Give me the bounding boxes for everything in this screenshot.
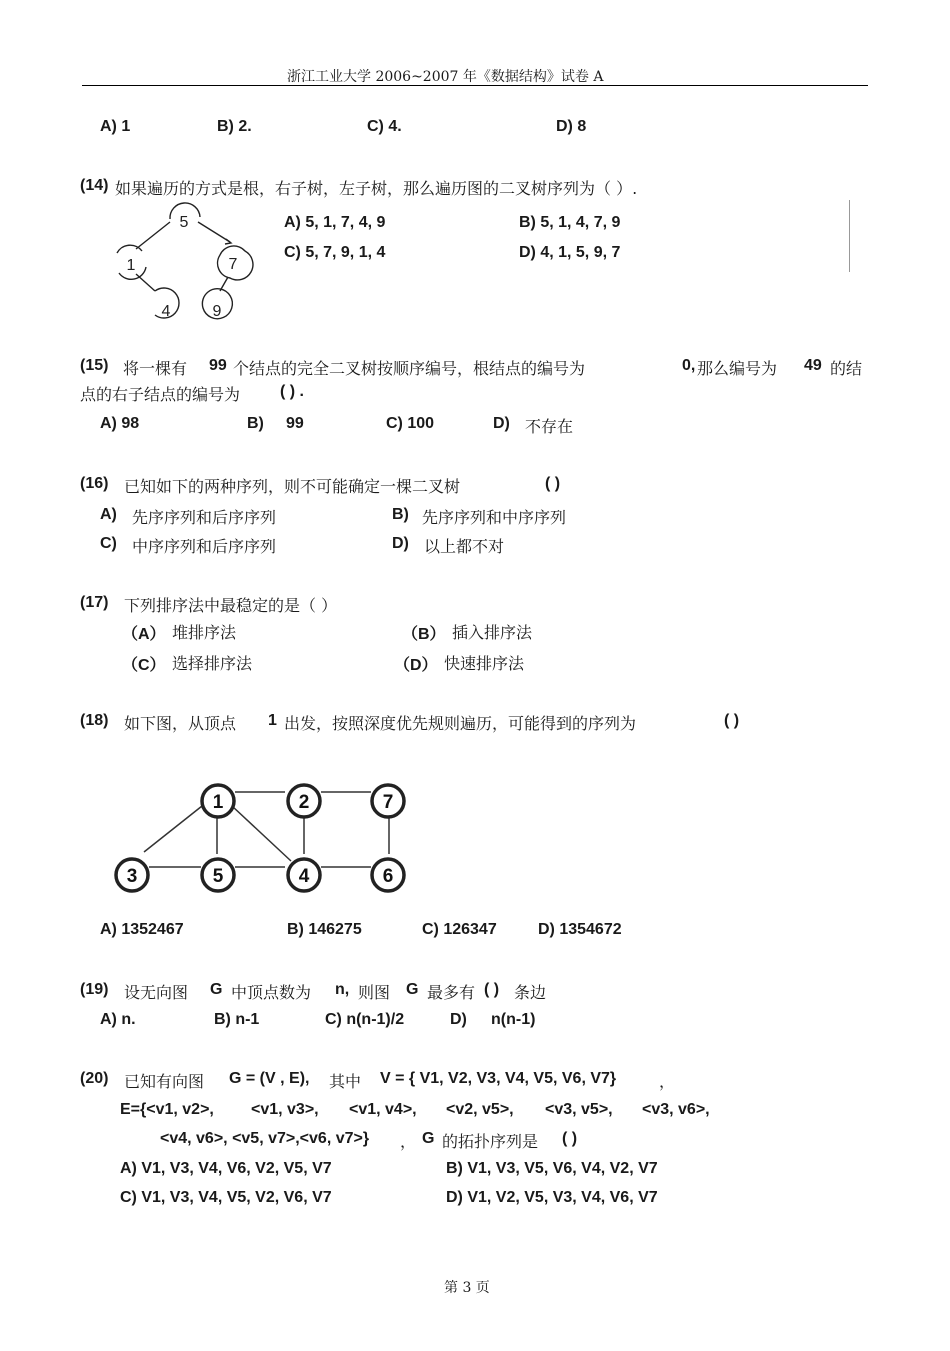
q18-text: 1 (268, 712, 277, 729)
q17-option-d-text: 快速排序法 (444, 654, 525, 673)
q19-option-d-value: n(n-1) (491, 1011, 536, 1028)
margin-line (849, 200, 850, 272)
graph-edge (232, 806, 291, 861)
q19-text: 则图 (358, 983, 391, 1002)
q19-text: G (210, 981, 223, 998)
q14-option-b: B) 5, 1, 4, 7, 9 (519, 214, 621, 231)
q17-option-c-text: 选择排序法 (172, 654, 253, 673)
q18-option-d: D) 1354672 (538, 921, 622, 938)
q18-option-a: A) 1352467 (100, 921, 184, 938)
graph-node-label: 4 (298, 866, 310, 887)
q19-text: 最多有 (427, 983, 476, 1002)
q15-option-d-value: 不存在 (525, 417, 574, 436)
q20-edge-set: <v3, v6>, (642, 1101, 710, 1118)
q20-text: G (422, 1130, 435, 1147)
q19-text: n, (335, 981, 350, 998)
graph-node-label: 7 (382, 792, 394, 813)
q20-text: 已知有向图 (124, 1072, 205, 1091)
page-number: 第 3 页 (444, 1280, 490, 1296)
q19-option-b: B) n-1 (214, 1011, 260, 1028)
q16-option-b-text: 先序序列和中序序列 (422, 508, 567, 527)
q20-option-a: A) V1, V3, V4, V6, V2, V5, V7 (120, 1160, 332, 1177)
q18-number: (18) (80, 712, 109, 729)
q20-text: ， (659, 1072, 676, 1091)
q19-answer-paren: ( ) (484, 981, 500, 998)
q14-number: (14) (80, 177, 109, 194)
tree-node-label: 5 (179, 214, 189, 231)
q15-answer-paren: ( ) . (280, 383, 304, 400)
q19-text: G (406, 981, 419, 998)
q13-option-d: D) 8 (556, 118, 587, 135)
q20-text: ， (400, 1132, 417, 1151)
q14-text: 如果遍历的方式是根，右子树，左子树，那么遍历图的二叉树序列为（ ）. (115, 179, 638, 198)
q20-option-d: D) V1, V2, V5, V3, V4, V6, V7 (446, 1189, 658, 1206)
q16-option-c: C) (100, 535, 117, 552)
tree-node-label: 4 (161, 303, 171, 320)
q20-edge-set: E={<v1, v2>, (120, 1101, 214, 1118)
q20-text: 的拓扑序列是 (442, 1132, 539, 1151)
q13-option-c: C) 4. (367, 118, 402, 135)
tree-node-label: 1 (126, 257, 136, 274)
q15-option-c: C) 100 (386, 415, 435, 432)
q17-option-b: （B） (402, 626, 446, 643)
q20-edge-set: <v2, v5>, (446, 1101, 514, 1118)
tree-edge (136, 274, 155, 291)
q16-option-d: D) (392, 535, 409, 552)
q15-text: 那么编号为 (697, 359, 778, 378)
q16-option-b: B) (392, 506, 409, 523)
tree-edge (198, 222, 230, 242)
tree-node-label: 7 (228, 256, 238, 273)
graph-node-label: 2 (298, 792, 310, 813)
graph-node-label: 5 (212, 866, 224, 887)
q16-option-d-text: 以上都不对 (424, 537, 505, 556)
q19-text: 条边 (514, 983, 547, 1002)
q15-text: 99 (209, 357, 227, 374)
q14-option-c: C) 5, 7, 9, 1, 4 (284, 244, 386, 261)
graph-node-label: 1 (212, 792, 224, 813)
q20-answer-paren: ( ) (562, 1130, 578, 1147)
q15-option-b-value: 99 (286, 415, 304, 432)
q17-option-c: （C） (122, 657, 166, 674)
q15-text: 将一棵有 (123, 359, 188, 378)
q18-text: 如下图，从顶点 (124, 714, 237, 733)
q20-edge-set: <v3, v5>, (545, 1101, 613, 1118)
q19-option-a: A) n. (100, 1011, 136, 1028)
q20-text: G = (V , E), (229, 1070, 310, 1087)
q16-option-a-text: 先序序列和后序序列 (132, 508, 277, 527)
q19-number: (19) (80, 981, 109, 998)
q18-option-b: B) 146275 (287, 921, 362, 938)
q17-number: (17) (80, 594, 109, 611)
header-rule (82, 85, 868, 86)
q19-option-c: C) n(n-1)/2 (325, 1011, 405, 1028)
q15-option-a: A) 98 (100, 415, 140, 432)
q20-option-b: B) V1, V3, V5, V6, V4, V2, V7 (446, 1160, 658, 1177)
q14-option-d: D) 4, 1, 5, 9, 7 (519, 244, 621, 261)
q16-number: (16) (80, 475, 109, 492)
q15-number: (15) (80, 357, 109, 374)
q16-option-c-text: 中序序列和后序序列 (132, 537, 277, 556)
q18-text: 出发，按照深度优先规则遍历，可能得到的序列为 (284, 714, 637, 733)
q20-text: V = { V1, V2, V3, V4, V5, V6, V7} (380, 1070, 617, 1087)
q20-text: 其中 (329, 1072, 362, 1091)
graph-edge (144, 806, 202, 852)
q15-text: 0, (682, 357, 696, 374)
q15-option-d: D) (493, 415, 510, 432)
q19-option-d: D) (450, 1011, 467, 1028)
page-header: 浙江工业大学 2006~2007 年《数据结构》试卷 A (287, 69, 604, 85)
q17-text: 下列排序法中最稳定的是（ ） (124, 596, 338, 615)
q17-option-a: （A） (122, 626, 166, 643)
q13-option-b: B) 2. (217, 118, 252, 135)
tree-node-label: 9 (212, 303, 222, 320)
q20-edge-set: <v4, v6>, <v5, v7>,<v6, v7>} (160, 1130, 370, 1147)
q15-text: 点的右子结点的编号为 (80, 385, 241, 404)
q16-answer-paren: ( ) (545, 475, 561, 492)
q20-edge-set: <v1, v4>, (349, 1101, 417, 1118)
graph-node-label: 3 (126, 866, 138, 887)
tree-edge (136, 222, 170, 249)
q17-option-d: （D） (394, 657, 438, 674)
q17-option-a-text: 堆排序法 (172, 623, 237, 642)
graph-node-label: 6 (382, 866, 394, 887)
q20-number: (20) (80, 1070, 109, 1087)
q20-edge-set: <v1, v3>, (251, 1101, 319, 1118)
q18-graph (100, 770, 420, 895)
q17-option-b-text: 插入排序法 (452, 623, 533, 642)
q14-binary-tree (100, 195, 260, 325)
q15-text: 49 (804, 357, 822, 374)
q18-option-c: C) 126347 (422, 921, 497, 938)
q13-option-a: A) 1 (100, 118, 131, 135)
q19-text: 中顶点数为 (231, 983, 312, 1002)
q16-text: 已知如下的两种序列，则不可能确定一棵二叉树 (124, 477, 461, 496)
q15-option-b: B) (247, 415, 264, 432)
q20-option-c: C) V1, V3, V4, V5, V2, V6, V7 (120, 1189, 332, 1206)
q14-option-a: A) 5, 1, 7, 4, 9 (284, 214, 386, 231)
q15-text: 个结点的完全二叉树按顺序编号，根结点的编号为 (233, 359, 586, 378)
q15-text: 的结 (830, 359, 863, 378)
q18-answer-paren: ( ) (724, 712, 740, 729)
q16-option-a: A) (100, 506, 117, 523)
q19-text: 设无向图 (124, 983, 189, 1002)
